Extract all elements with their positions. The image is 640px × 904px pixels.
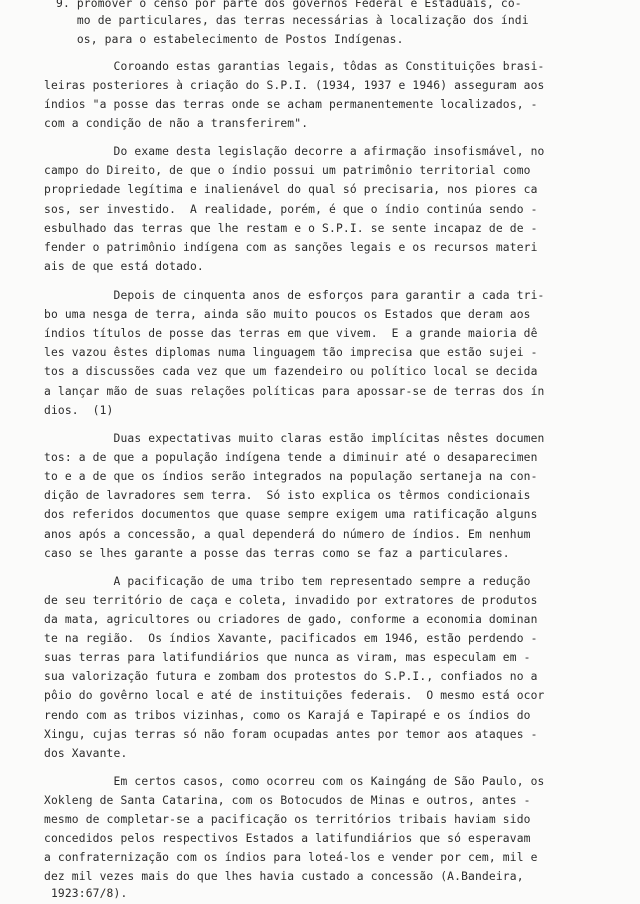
text-line: rendo com as tribos vizinhas, como os Karajá e Tapirapé e os índios do xyxy=(44,709,531,722)
text-line: esbulhado das terras que lhe restam e o S.P.I. se sente incapaz de de - xyxy=(44,222,538,235)
text-line: mesmo de completar-se a pacificação os territórios tribais haviam sido xyxy=(44,813,531,826)
text-line: propriedade legítima e inalienável do qual só precisaria, nos piores ca xyxy=(44,183,538,196)
text-line: concedidos pelos respectivos Estados a latifundiários que só esperavam xyxy=(44,832,531,845)
text-line: anos após a concessão, a qual dependerá do número de índios. Em nenhum xyxy=(44,528,531,541)
text-line: pôio do govêrno local e até de instituições federais. O mesmo está ocor xyxy=(44,689,545,702)
text-line: Do exame desta legislação decorre a afirmação insofismável, no xyxy=(44,145,545,158)
text-line: suas terras para latifundiários que nunca as viram, mas especulam em - xyxy=(44,651,531,664)
text-line: Coroando estas garantias legais, tôdas as Constituições brasi- xyxy=(44,60,545,73)
text-line: a lançar mão de suas relações políticas para apossar-se de terras dos ín xyxy=(44,385,545,398)
text-line: campo do Direito, de que o índio possui um patrimônio territorial como xyxy=(44,164,531,177)
text-line: a confraternização com os índios para loteá-los e vender por cem, mil e xyxy=(44,851,538,864)
text-line: de seu território de caça e coleta, invadido por extratores de produtos xyxy=(44,594,538,607)
text-line: Xingu, cujas terras só não foram ocupadas antes por temor aos ataques - xyxy=(44,728,538,741)
text-line: fender o patrimônio indígena com as sanções legais e os recursos materi xyxy=(44,241,538,254)
text-line: dos Xavante. xyxy=(44,747,128,760)
text-line: com a condição de não a transferirem". xyxy=(44,117,309,130)
text-line: índios títulos de posse das terras em que vivem. E a grande maioria dê xyxy=(44,327,538,340)
text-line: dez mil vezes mais do que lhes havia custado a concessão (A.Bandeira, xyxy=(44,870,524,883)
text-line: dição de lavradores sem terra. Só isto explica os têrmos condicionais xyxy=(44,489,531,502)
text-line: bo uma nesga de terra, ainda são muito poucos os Estados que deram aos xyxy=(44,308,531,321)
text-line: leiras posteriores à criação do S.P.I. (1934, 1937 e 1946) asseguram aos xyxy=(44,79,545,92)
text-line: os, para o estabelecimento de Postos Indígenas. xyxy=(56,33,404,46)
text-line: Xokleng de Santa Catarina, com os Botocudos de Minas e outros, antes - xyxy=(44,794,531,807)
text-line: les vazou êstes diplomas numa linguagem tão imprecisa que estão sujei - xyxy=(44,346,538,359)
text-line: tos a discussões cada vez que um fazendeiro ou político local se decida xyxy=(44,365,538,378)
text-line: to e a de que os índios serão integrados na população sertaneja na con- xyxy=(44,470,538,483)
text-line: tos: a de que a população indígena tende a diminuir até o desaparecimen xyxy=(44,451,538,464)
text-line: mo de particulares, das terras necessárias à localização dos índi xyxy=(56,14,529,27)
text-line: dios. (1) xyxy=(44,404,114,417)
text-line: te na região. Os índios Xavante, pacificados em 1946, estão perdendo - xyxy=(44,632,538,645)
text-line: caso se lhes garante a posse das terras como se faz a particulares. xyxy=(44,547,510,560)
text-line: 1923:67/8). xyxy=(44,887,128,900)
text-line: dos referidos documentos que quase sempre exigem uma ratificação alguns xyxy=(44,508,538,521)
text-line: A pacificação de uma tribo tem representado sempre a redução xyxy=(44,575,531,588)
text-line: Duas expectativas muito claras estão implícitas nêstes documen xyxy=(44,432,545,445)
text-line: ais de que está dotado. xyxy=(44,260,204,273)
text-line: Em certos casos, como ocorreu com os Kaingáng de São Paulo, os xyxy=(44,775,545,788)
text-line: sos, ser investido. A realidade, porém, é que o índio continúa sendo - xyxy=(44,203,538,216)
text-line: da mata, agricultores ou criadores de gado, conforme a economia dominan xyxy=(44,613,538,626)
text-line: Depois de cinquenta anos de esforços para garantir a cada tri- xyxy=(44,289,545,302)
text-line: sua valorização futura e zombam dos protestos do S.P.I., confiados no a xyxy=(44,670,538,683)
text-line: 9. promover o censo por parte dos governos Federal e Estaduais, co- xyxy=(56,0,522,10)
text-line: índios "a posse das terras onde se acham permanentemente localizados, - xyxy=(44,98,538,111)
